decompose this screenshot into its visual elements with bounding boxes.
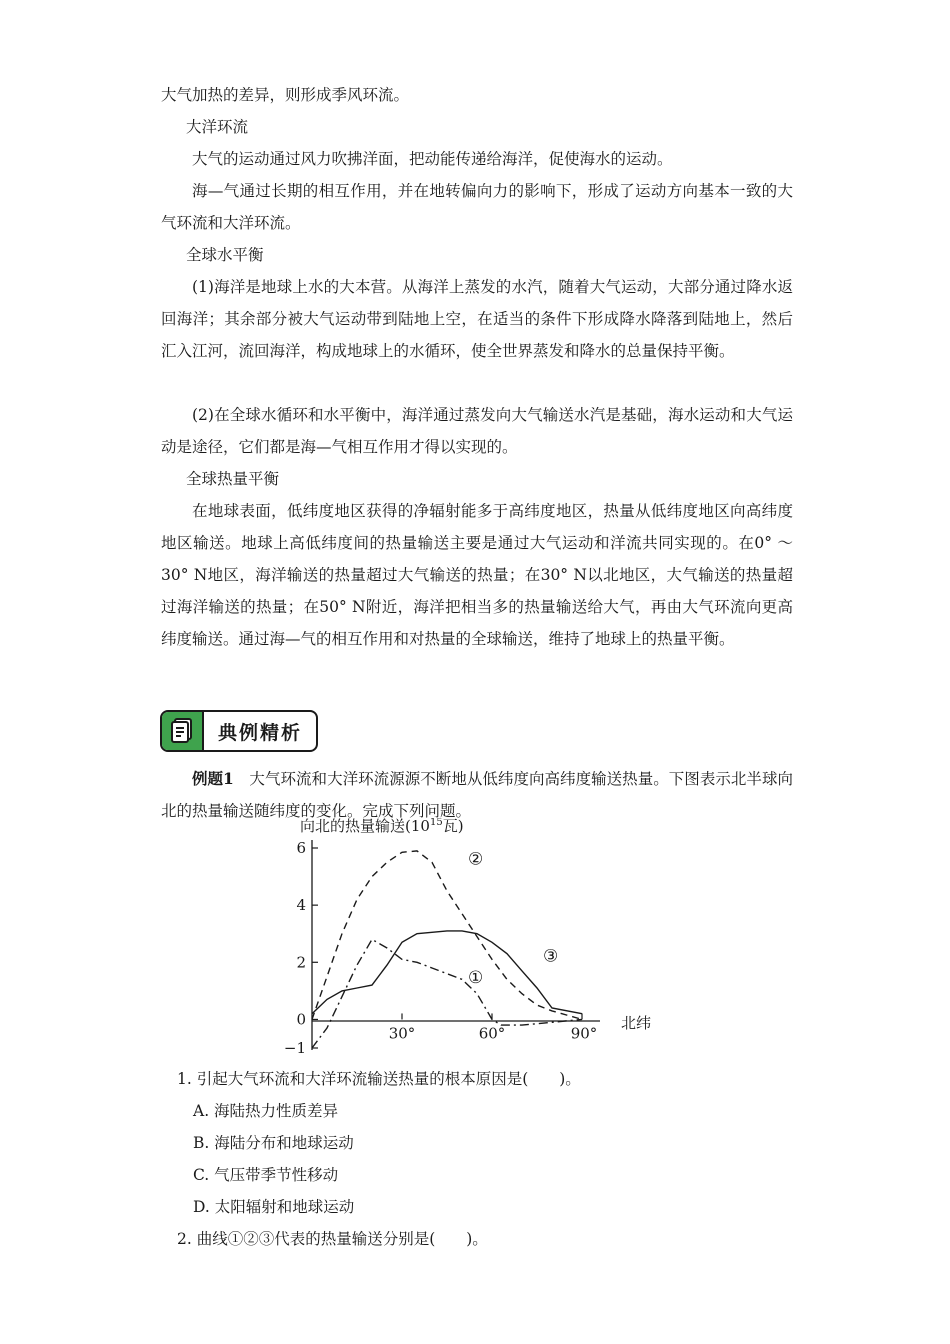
question-1: 1. 引起大气环流和大洋环流输送热量的根本原因是( )。 xyxy=(177,1070,581,1088)
paragraph-heat: 在地球表面，低纬度地区获得的净辐射能多于高纬度地区，热量从低纬度地区向高纬度地区输送。地球上高低纬度间的热量输送主要是通过大气运动和洋流共同实现的。在0° ～30° N地区，海洋输送的热量超过大气输送的热量；在30° N以北地区，大气输送的热量超过海洋输送的热量；在50° N附近，海洋把相当多的热量输送给大气，再由大气环流向更高纬度输送。通过海—气的相互作用和对热量的全球输送，维持了地球上的热量平衡。 xyxy=(161,502,793,648)
heading-heat-balance: 全球热量平衡 xyxy=(186,470,280,488)
y-ticks xyxy=(284,839,318,1057)
q1-option-d: D. 太阳辐射和地球运动 xyxy=(193,1198,355,1216)
ylabel-suffix: 瓦) xyxy=(442,818,464,835)
y-tick-label: 0 xyxy=(296,1010,306,1029)
question-2: 2. 曲线①②③代表的热量输送分别是( )。 xyxy=(177,1230,488,1248)
banner-title: 典例精析 xyxy=(217,721,302,744)
y-tick-label: 4 xyxy=(296,896,306,915)
chart-series xyxy=(312,849,582,1048)
y-tick-label: −1 xyxy=(283,1039,306,1057)
example-text: 大气环流和大洋环流源源不断地从低纬度向高纬度输送热量。下图表示北半球向北的热量输送随纬度的变化。完成下列问题。 xyxy=(161,770,793,820)
paragraph-intro: 大气加热的差异，则形成季风环流。 xyxy=(161,86,410,104)
heading-ocean-circulation: 大洋环流 xyxy=(186,118,249,136)
paragraph-water-1: (1)海洋是地球上水的大本营。从海洋上蒸发的水汽，随着大气运动，大部分通过降水返回海洋；其余部分被大气运动带到陆地上空，在适当的条件下形成降水降落到陆地上，然后汇入江河，流回海洋，构成地球上的水循环，使全世界蒸发和降水的总量保持平衡。 xyxy=(161,278,793,360)
heat-transport-chart xyxy=(282,818,682,1060)
ylabel-exponent: 15 xyxy=(429,818,443,828)
q1-option-c: C. 气压带季节性移动 xyxy=(193,1166,339,1184)
x-ticks xyxy=(389,1013,598,1042)
paragraph-ocean-1: 大气的运动通过风力吹拂洋面，把动能传递给海洋，促使海水的运动。 xyxy=(192,150,673,168)
y-tick-label: 2 xyxy=(296,953,306,972)
series-line-3 xyxy=(312,931,582,1014)
ylabel-prefix: 向北的热量输送(10 xyxy=(300,818,430,835)
x-tick-label: 60° xyxy=(478,1024,506,1043)
chart-xlabel: 北纬 xyxy=(621,1014,652,1032)
y-tick-label: 6 xyxy=(296,839,306,857)
q1-option-a: A. 海陆热力性质差异 xyxy=(193,1102,339,1120)
heading-water-balance: 全球水平衡 xyxy=(186,246,264,264)
paragraph-ocean-2: 海—气通过长期的相互作用，并在地转偏向力的影响下，形成了运动方向基本一致的大气环流和大洋环流。 xyxy=(161,182,793,232)
section-banner xyxy=(160,710,318,752)
chart-ylabel xyxy=(300,818,464,835)
x-tick-label: 90° xyxy=(570,1024,598,1043)
series-label-3: ③ xyxy=(543,946,559,967)
series-label-2: ② xyxy=(468,849,484,870)
example-label: 例题1 xyxy=(192,769,234,788)
q1-option-b: B. 海陆分布和地球运动 xyxy=(193,1134,354,1152)
series-label-1: ① xyxy=(468,968,484,988)
x-tick-label: 30° xyxy=(388,1024,416,1043)
document-icon xyxy=(162,712,204,750)
paragraph-water-2: (2)在全球水循环和水平衡中，海洋通过蒸发向大气输送水汽是基础，海水运动和大气运动是途径，它们都是海—气相互作用才得以实现的。 xyxy=(161,406,793,456)
